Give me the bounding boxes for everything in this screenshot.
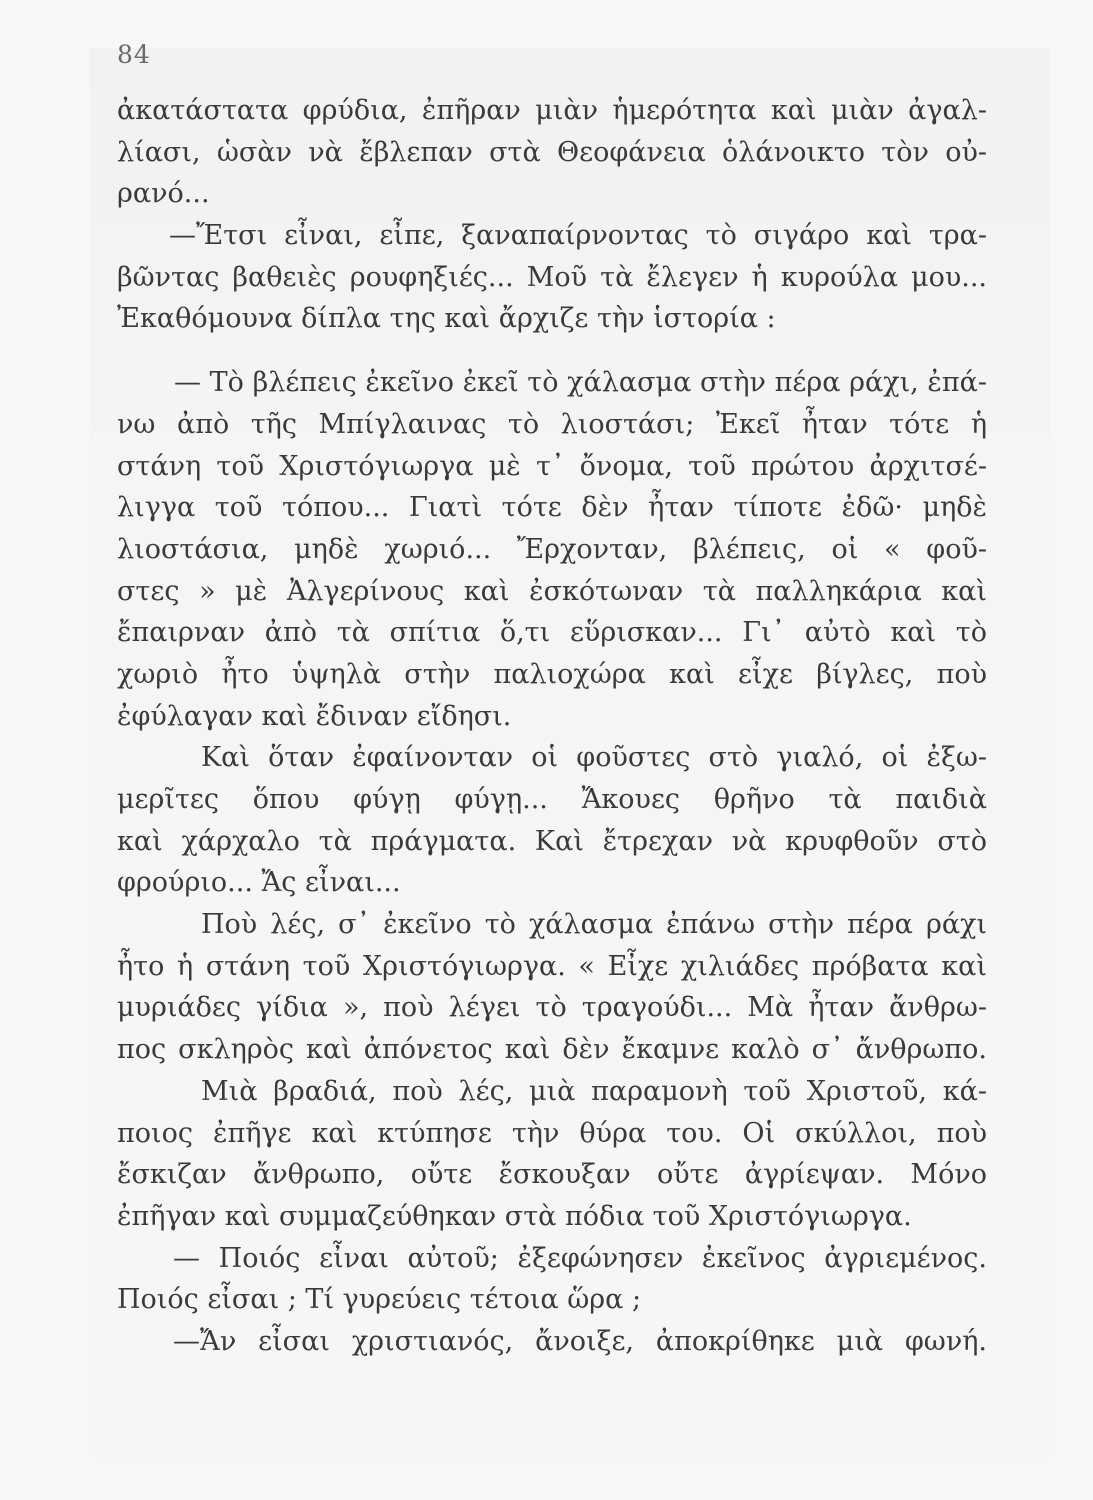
text-line: —Ἄν εἶσαι χριστιανός, ἄνοιξε, ἀποκρίθηκε μιὰ φωνή.: [173, 1325, 987, 1357]
body-text: [117, 90, 987, 1363]
page-number: 84: [117, 40, 151, 69]
text-line: λιοστάσια, μηδὲ χωριό... Ἔρχονταν, βλέπεις, οἱ « φοῦ-: [117, 533, 987, 565]
text-line: μερῖτες ὅπου φύγῃ φύγῃ... Ἄκουες θρῆνο τὰ παιδιὰ: [117, 784, 987, 815]
text-line: ἔσκιζαν ἄνθρωπο, οὔτε ἔσκουξαν οὔτε ἀγρίεψαν. Μόνο: [117, 1159, 987, 1191]
text-line: στες » μὲ Ἀλγερίνους καὶ ἐσκότωναν τὰ παλληκάρια καὶ: [117, 575, 987, 607]
text-line: χωριὸ ἦτο ὑψηλὰ στὴν παλιοχώρα καὶ εἶχε βίγλες, ποὺ: [117, 658, 987, 690]
text-line: Καὶ ὅταν ἐφαίνονταν οἱ φοῦστες στὸ γιαλό, οἱ ἐξω-: [201, 742, 987, 774]
text-line: ἐφύλαγαν καὶ ἔδιναν εἴδησι.: [117, 700, 512, 732]
text-line: καὶ χάρχαλο τὰ πράγματα. Καὶ ἔτρεχαν νὰ κρυφθοῦν στὸ: [117, 825, 987, 857]
text-line: στάνη τοῦ Χριστόγιωργα μὲ τ᾿ ὄνομα, τοῦ πρώτου ἀρχιτσέ-: [117, 450, 987, 482]
text-line: — Ποιός εἶναι αὐτοῦ; ἐξεφώνησεν ἐκεῖνος ἀγριεμένος.: [173, 1242, 987, 1274]
text-line: ἐπῆγαν καὶ συμμαζεύθηκαν στὰ πόδια τοῦ Χριστόγιωργα.: [117, 1200, 912, 1232]
text-line: Μιὰ βραδιά, ποὺ λές, μιὰ παραμονὴ τοῦ Χριστοῦ, κά-: [201, 1075, 987, 1107]
text-line: Ἐκαθόμουνα δίπλα της καὶ ἄρχιζε τὴν ἱστορία :: [117, 303, 776, 335]
text-line: ἔπαιρναν ἀπὸ τὰ σπίτια ὅ,τι εὕρισκαν... Γι᾿ αὐτὸ καὶ τὸ: [117, 617, 987, 649]
text-line: πος σκληρὸς καὶ ἀπόνετος καὶ δὲν ἔκαμνε καλὸ σ᾿ ἄνθρωπο.: [117, 1034, 987, 1066]
section-gap: [117, 340, 987, 362]
text-line: ρανό...: [117, 178, 210, 210]
text-line: φρούριο... Ἄς εἶναι...: [117, 867, 401, 899]
text-line: — Τὸ βλέπεις ἐκεῖνο ἐκεῖ τὸ χάλασμα στὴν πέρα ράχι, ἐπά-: [174, 367, 987, 399]
text-line: ἀκατάστατα φρύδια, ἐπῆραν μιὰν ἡμερότητα καὶ μιὰν ἀγαλ-: [117, 95, 987, 126]
text-line: —Ἔτσι εἶναι, εἶπε, ξαναπαίρνοντας τὸ σιγάρο καὶ τρα-: [169, 220, 987, 252]
text-line: μυριάδες γίδια », ποὺ λέγει τὸ τραγούδι... Μὰ ἦταν ἄνθρω-: [117, 992, 987, 1024]
text-line: λίασι, ὡσὰν νὰ ἔβλεπαν στὰ Θεοφάνεια ὁλάνοικτο τὸν οὐ-: [117, 136, 987, 168]
text-line: λιγγα τοῦ τόπου... Γιατὶ τότε δὲν ἦταν τίποτε ἐδῶ· μηδὲ: [117, 492, 987, 524]
text-line: Ποιός εἶσαι ; Τί γυρεύεις τέτοια ὥρα ;: [117, 1284, 642, 1316]
text-line: ποιος ἐπῆγε καὶ κτύπησε τὴν θύρα του. Οἱ σκύλλοι, ποὺ: [117, 1117, 987, 1149]
text-line: βῶντας βαθειὲς ρουφηξιές... Μοῦ τὰ ἔλεγεν ἡ κυρούλα μου...: [117, 261, 987, 293]
text-line: ἦτο ἡ στάνη τοῦ Χριστόγιωργα. « Εἶχε χιλιάδες πρόβατα καὶ: [117, 950, 987, 982]
text-line: Ποὺ λές, σ᾿ ἐκεῖνο τὸ χάλασμα ἐπάνω στὴν πέρα ράχι: [201, 909, 987, 941]
text-line: νω ἀπὸ τῆς Μπίγλαινας τὸ λιοστάσι; Ἐκεῖ ἦταν τότε ἡ: [117, 408, 987, 440]
